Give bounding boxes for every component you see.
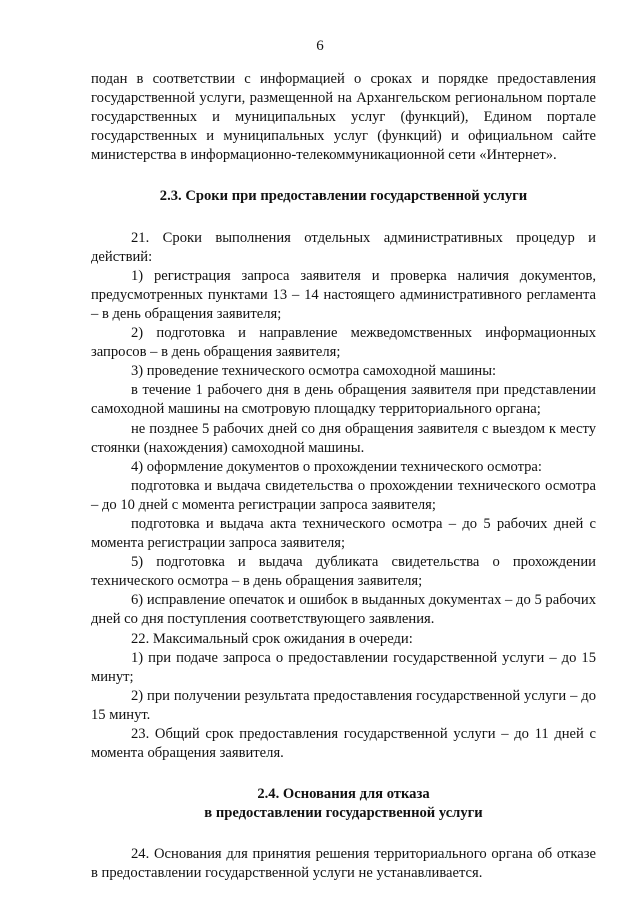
intro-paragraph: подан в соответствии с информацией о сроках и порядке предоставления государственной услуги, размещенной на Архангельском региональном портале государственных и муниципальных услуг (функций), Едином портале государственных и муниципальных услуг (функций) и официальном сайте министерства в информационно-телекоммуникационной сети «Интернет». [91,71,596,164]
paragraph-21: 21. Сроки выполнения отдельных административных процедур и действий: [91,229,596,265]
document-body [91,70,596,884]
list-item-3: 3) проведение технического осмотра самоходной машины: [131,363,497,380]
list-item-2: 2) подготовка и направление межведомственных информационных запросов – в день обращения заявителя; [91,325,596,361]
list-item-1: 1) регистрация запроса заявителя и проверка наличия документов, предусмотренных пунктами 13 – 14 настоящего административного регламента – в день обращения заявителя; [91,267,596,322]
list-item-6: 6) исправление опечаток и ошибок в выданных документах – до 5 рабочих дней со дня поступления соответствующего заявления. [91,592,596,628]
paragraph-22: 22. Максимальный срок ожидания в очереди: [131,630,413,647]
list-item-5: 5) подготовка и выдача дубликата свидетельства о прохождении технического осмотра – в день обращения заявителя; [91,554,596,590]
paragraph-23: 23. Общий срок предоставления государственной услуги – до 11 дней с момента обращения заявителя. [91,726,596,762]
list-item-4b: подготовка и выдача акта технического осмотра – до 5 рабочих дней с момента регистрации запроса заявителя; [91,515,596,552]
section-2-4-heading-line2: в предоставлении государственной услуги [204,805,483,822]
list-item-3b: не позднее 5 рабочих дней со дня обращения заявителя с выездом к месту стоянки (нахождения) самоходной машины. [91,420,596,456]
list-item-4: 4) оформление документов о прохождении технического осмотра: [131,458,542,475]
paragraph-24: 24. Основания для принятия решения территориального органа об отказе в предоставлении государственной услуги не устанавливается. [91,846,596,882]
list-item-3a: в течение 1 рабочего дня в день обращения заявителя при представлении самоходной машины на смотровую площадку территориального органа; [91,382,596,418]
list-item-22-1: 1) при подаче запроса о предоставлении государственной услуги – до 15 минут; [91,649,596,685]
section-2-3-heading: 2.3. Сроки при предоставлении государственной услуги [159,188,528,205]
page-number: 6 [316,38,324,54]
section-2-4-heading-line1: 2.4. Основания для отказа [257,786,430,803]
list-item-22-2: 2) при получении результата предоставления государственной услуги – до 15 минут. [91,687,596,723]
list-item-4a: подготовка и выдача свидетельства о прохождении технического осмотра – до 10 дней с момента регистрации запроса заявителя; [91,477,596,513]
